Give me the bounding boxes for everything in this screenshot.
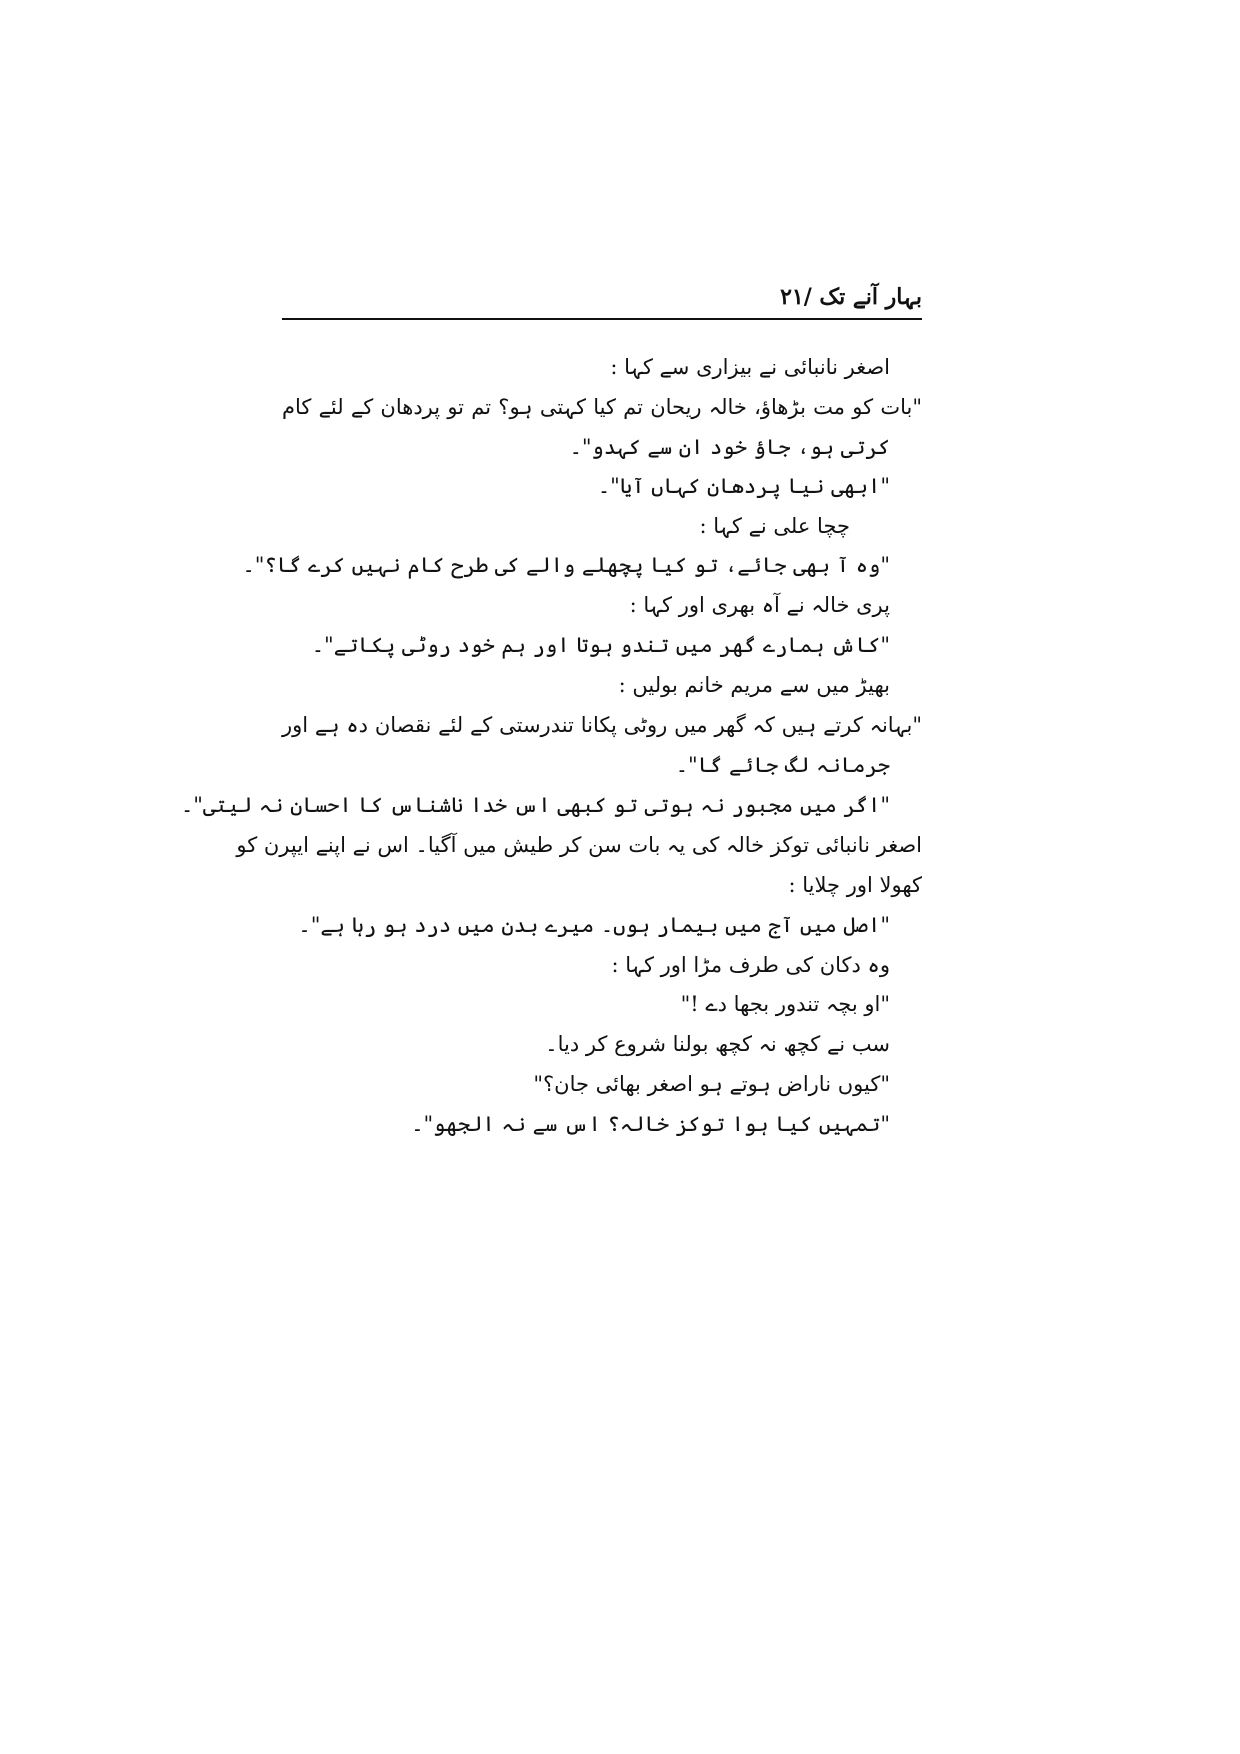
text-line: وہ دکان کی طرف مڑا اور کہا : [611,953,890,977]
text-line: اصغر نانبائی نے بیزاری سے کہا : [610,355,890,379]
text-line: اصغر نانبائی توکز خالہ کی یہ بات سن کر طیش میں آگیا۔ اس نے اپنے ایپرن کو [236,833,922,857]
header-divider [282,318,922,320]
body-text [180,352,922,1302]
text-line: بھیڑ میں سے مریم خانم بولیں : [618,673,890,697]
text-line: جرمانہ لگ جائے گا"۔ [675,753,890,777]
text-line: کرتی ہو، جاؤ خود ان سے کہدو"۔ [569,435,890,459]
text-line: چچا علی نے کہا : [699,514,850,538]
text-line: "تمہیں کیا ہوا توکز خالہ؟ اس سے نہ الجھو"۔ [411,1112,890,1136]
text-line: "کیوں ناراض ہوتے ہو اصغر بھائی جان؟" [533,1072,890,1096]
text-line: "اگر میں مجبور نہ ہوتی تو کبھی اس خدا ناشناس کا احسان نہ لیتی"۔ [180,793,890,817]
running-header [282,282,922,316]
text-line: "بہانہ کرتے ہیں کہ گھر میں روٹی پکانا تندرستی کے لئے نقصان دہ ہے اور [282,713,922,737]
text-line: پری خالہ نے آہ بھری اور کہا : [629,593,890,617]
text-line: "او بچہ تندور بجھا دے !" [680,992,890,1016]
text-line: "بات کو مت بڑھاؤ، خالہ ریحان تم کیا کہتی ہو؟ تم تو پردھان کے لئے کام [282,395,922,419]
text-line: "ابھی نیا پردھان کہاں آیا"۔ [597,474,890,498]
text-line: کھولا اور چلایا : [788,873,922,897]
text-line: "وہ آ بھی جائے، تو کیا پچھلے والے کی طرح کام نہیں کرے گا؟"۔ [242,553,890,577]
header-title: بہار آنے تک /۲۱ [780,284,922,310]
text-line: "اصل میں آج میں بیمار ہوں۔ میرے بدن میں درد ہو رہا ہے"۔ [298,913,890,937]
text-line: سب نے کچھ نہ کچھ بولنا شروع کر دیا۔ [545,1032,890,1056]
text-line: "کاش ہمارے گھر میں تندو ہوتا اور ہم خود روٹی پکاتے"۔ [311,633,890,657]
